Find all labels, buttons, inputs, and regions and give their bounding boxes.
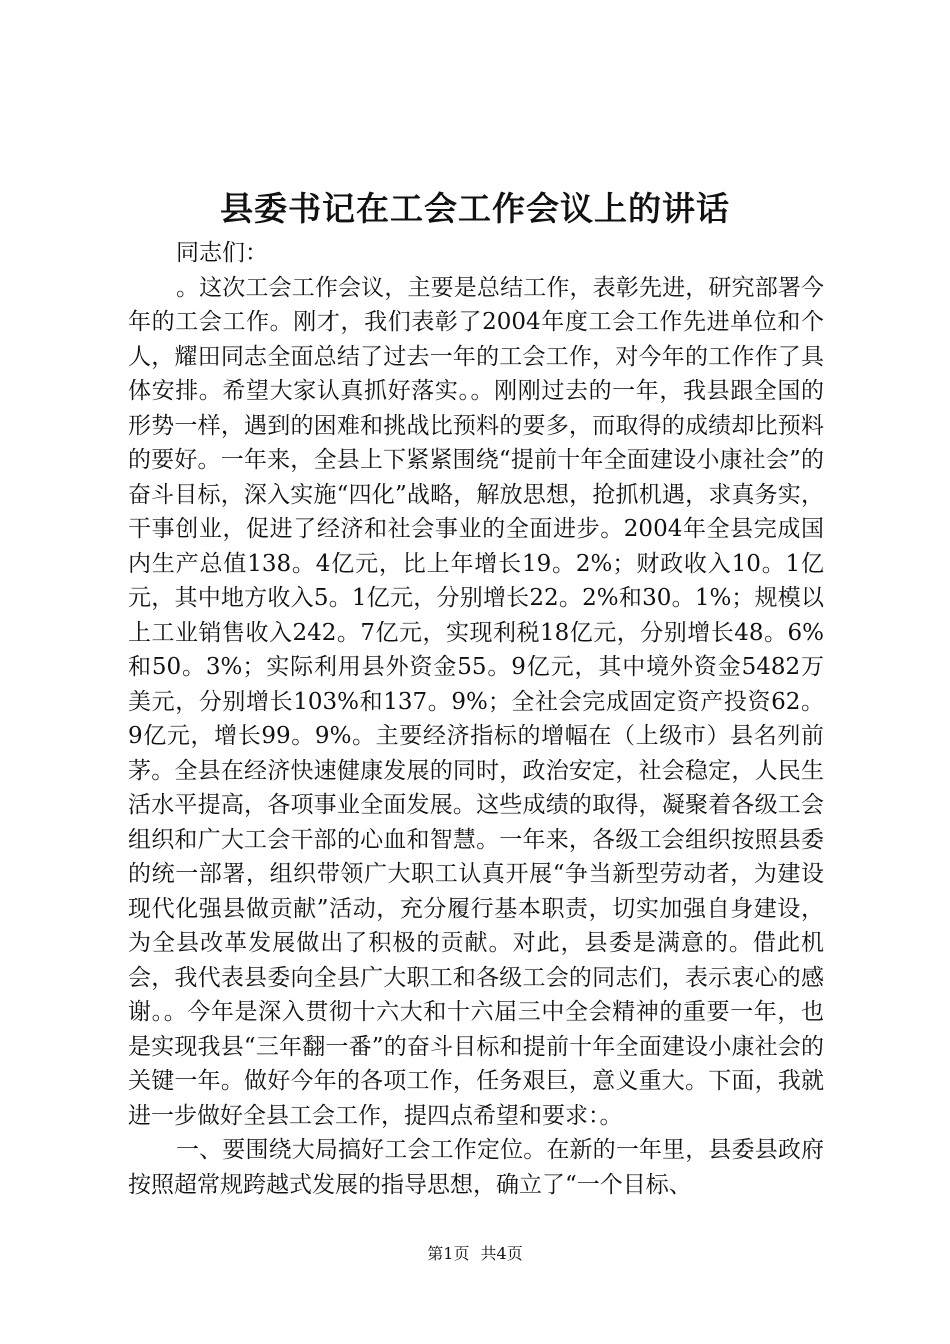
document-title: 县委书记在工会工作会议上的讲话 [220, 189, 730, 228]
page-number: 第1页 [427, 1244, 470, 1263]
page-total: 共4页 [480, 1244, 523, 1263]
salutation-paragraph: 同志们： [176, 240, 268, 266]
main-paragraph: 。这次工会工作会议，主要是总结工作，表彰先进，研究部署今年的工会工作。刚才，我们表彰了2004年度工会工作先进单位和个人，耀田同志全面总结了过去一年的工会工作，对今年的工作作了具体安排。希望大家认真抓好落实。。刚刚过去的一年，我县跟全国的形势一样，遇到的困难和挑战比预料的要多，而取得的成绩却比预料的要好。一年来，全县上下紧紧围绕“提前十年全面建设小康社会”的奋斗目标，深入实施“四化”战略，解放思想，抢抓机遇，求真务实，干事创业，促进了经济和社会事业的全面进步。2004年全县完成国内生产总值138。4亿元，比上年增长19。2%；财政收入10。1亿元，其中地方收入5。1亿元，分别增长22。2%和30。1%；规模以上工业销售收入242。7亿元，实现利税18亿元，分别增长48。6%和50。3%；实际利用县外资金55。9亿元，其中境外资金5482万美元，分别增长103%和137。9%；全社会完成固定资产投资62。9亿元，增长99。9%。主要经济指标的增幅在（上级市）县名列前茅。全县在经济快速健康发展的同时，政治安定，社会稳定，人民生活水平提高，各项事业全面发展。这些成绩的取得，凝聚着各级工会组织和广大工会干部的心血和智慧。一年来，各级工会组织按照县委的统一部署，组织带领广大职工认真开展“争当新型劳动者，为建设现代化强县做贡献”活动，充分履行基本职责，切实加强自身建设，为全县改革发展做出了积极的贡献。对此，县委是满意的。借此机会，我代表县委向全县广大职工和各级工会的同志们，表示衷心的感谢。。今年是深入贯彻十六大和十六届三中全会精神的重要一年，也是实现我县“三年翻一番”的奋斗目标和提前十年全面建设小康社会的关键一年。做好今年的各项工作，任务艰巨，意义重大。下面，我就进一步做好全县工会工作，提四点希望和要求：。 [128, 274, 824, 1129]
page-footer [0, 1244, 950, 1264]
section-one-paragraph: 一、要围绕大局搞好工会工作定位。在新的一年里，县委县政府按照超常规跨越式发展的指导思想，确立了“一个目标、 [128, 1137, 824, 1198]
document-body [128, 236, 824, 1202]
